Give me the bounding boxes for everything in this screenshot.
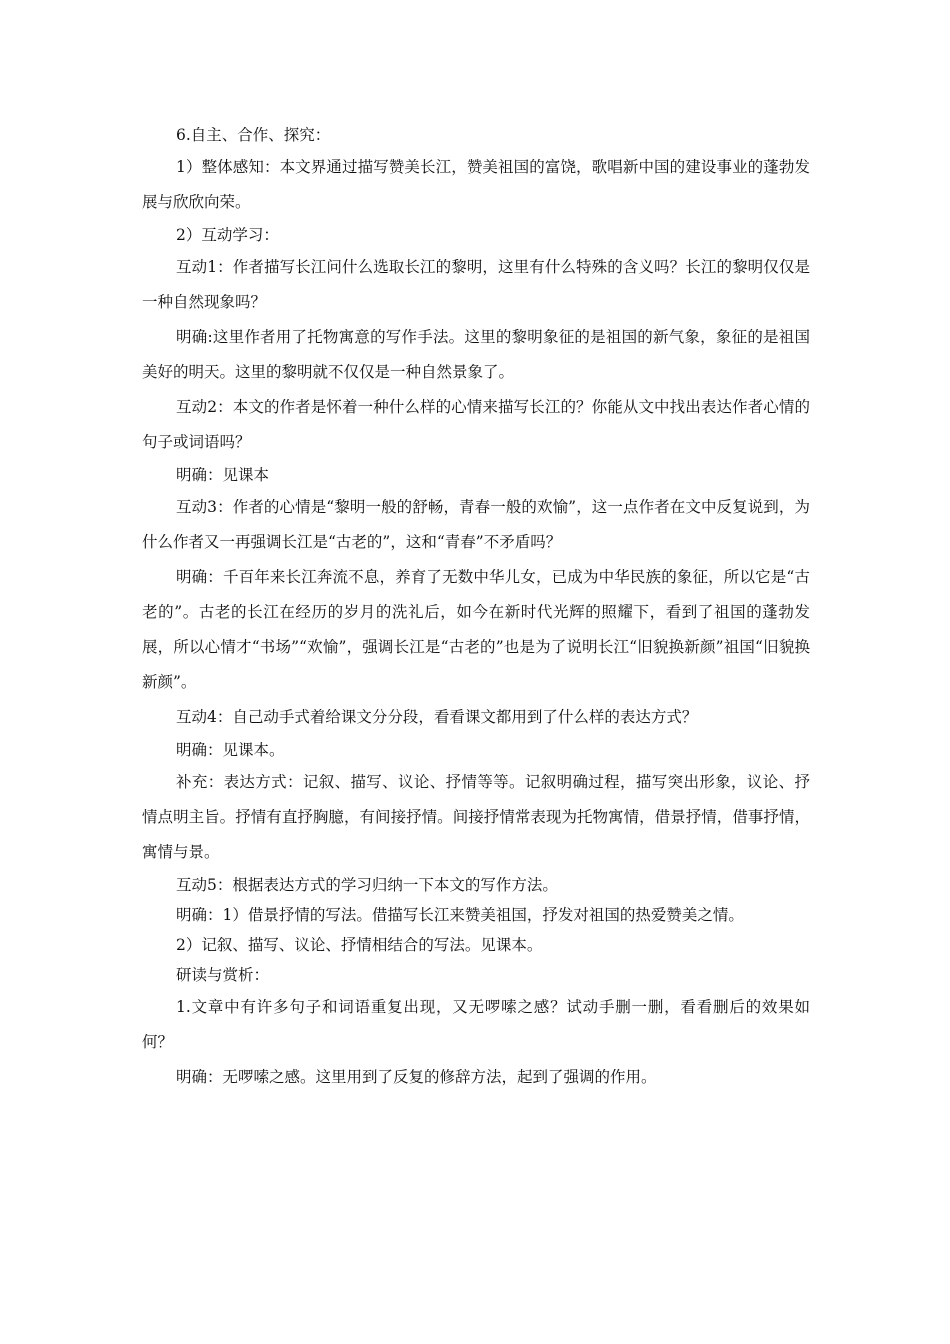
paragraph-supplement: 补充：表达方式：记叙、描写、议论、抒情等等。记叙明确过程，描写突出形象，议论、抒情点明主旨。抒情有直抒胸臆，有间接抒情。间接抒情常表现为托物寓情，借景抒情，借事抒情，寓情与景。 bbox=[142, 773, 810, 861]
paragraph-interaction-3: 互动3：作者的心情是“黎明一般的舒畅，青春一般的欢愉”，这一点作者在文中反复说到，为什么作者又一再强调长江是“古老的”，这和“青春”不矛盾吗？ bbox=[142, 498, 810, 551]
paragraph-answer-5-part-1: 明确：1）借景抒情的写法。借描写长江来赞美祖国，抒发对祖国的热爱赞美之情。 bbox=[176, 906, 744, 924]
paragraph-answer-2: 明确：见课本 bbox=[176, 466, 270, 484]
paragraph-answer-5-part-2: 2）记叙、描写、议论、抒情相结合的写法。见课本。 bbox=[176, 936, 543, 954]
document-body bbox=[142, 120, 810, 1095]
paragraph-interactive-learning-heading: 2）互动学习： bbox=[176, 226, 279, 244]
section-heading-6: 6.自主、合作、探究： bbox=[176, 126, 331, 144]
paragraph-interaction-2: 互动2：本文的作者是怀着一种什么样的心情来描写长江的？你能从文中找出表达作者心情的句子或词语吗？ bbox=[142, 398, 810, 451]
paragraph-interaction-1: 互动1：作者描写长江问什么选取长江的黎明，这里有什么特殊的含义吗？长江的黎明仅仅是一种自然现象吗？ bbox=[142, 258, 810, 311]
paragraph-answer-question-1: 明确：无啰嗦之感。这里用到了反复的修辞方法，起到了强调的作用。 bbox=[176, 1068, 657, 1086]
paragraph-answer-3: 明确：千百年来长江奔流不息，养育了无数中华儿女，已成为中华民族的象征，所以它是“古老的”。古老的长江在经历的岁月的洗礼后，如今在新时代光辉的照耀下，看到了祖国的蓬勃发展，所以心情才“书场”“欢愉”，强调长江是“古老的”也是为了说明长江“旧貌换新颜”祖国“旧貌换新颜”。 bbox=[142, 568, 810, 691]
paragraph-question-1: 1.文章中有许多句子和词语重复出现，又无啰嗦之感？试动手删一删，看看删后的效果如何？ bbox=[142, 998, 810, 1051]
paragraph-answer-1: 明确:这里作者用了托物寓意的写作手法。这里的黎明象征的是祖国的新气象，象征的是祖国美好的明天。这里的黎明就不仅仅是一种自然景象了。 bbox=[142, 328, 810, 381]
paragraph-overall-perception: 1）整体感知：本文界通过描写赞美长江，赞美祖国的富饶，歌唱新中国的建设事业的蓬勃发展与欣欣向荣。 bbox=[142, 158, 810, 211]
paragraph-answer-4: 明确：见课本。 bbox=[176, 741, 285, 759]
section-heading-reading-appreciation: 研读与赏析： bbox=[176, 966, 270, 984]
paragraph-interaction-4: 互动4：自己动手式着给课文分分段，看看课文都用到了什么样的表达方式？ bbox=[176, 708, 698, 726]
paragraph-interaction-5: 互动5：根据表达方式的学习归纳一下本文的写作方法。 bbox=[176, 876, 558, 894]
